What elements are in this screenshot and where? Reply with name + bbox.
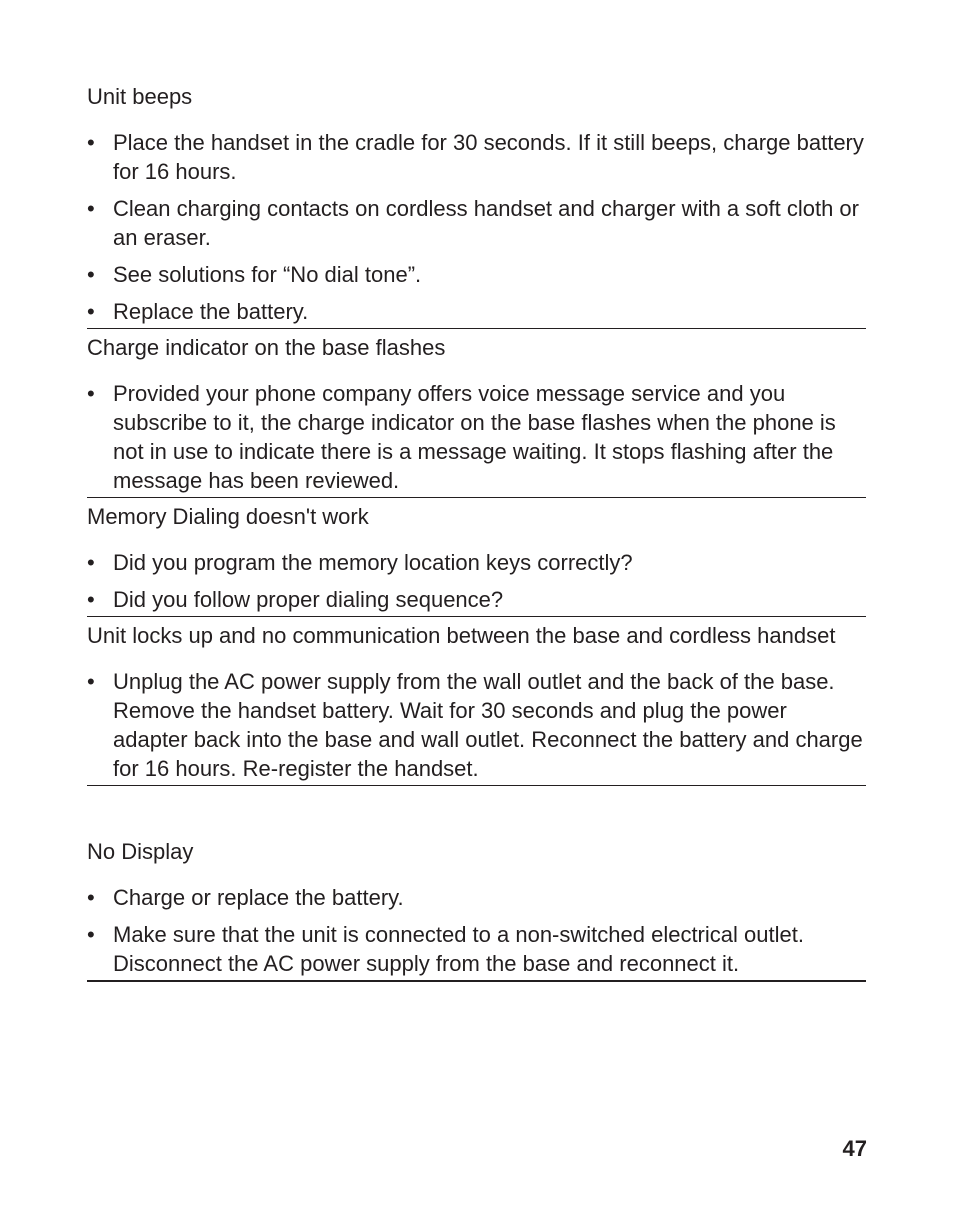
section-unit-beeps (87, 82, 866, 329)
section-heading: Unit beeps (87, 84, 193, 109)
bullet-icon: • (87, 587, 95, 612)
bullet-list (87, 379, 866, 495)
bullet-icon: • (87, 196, 95, 221)
section-heading: Memory Dialing doesn't work (87, 504, 369, 529)
list-item (87, 260, 866, 289)
section-unit-locks-up (87, 617, 866, 786)
bullet-icon: • (87, 922, 95, 947)
list-item (87, 379, 866, 495)
list-item-text: Charge or replace the battery. (113, 885, 404, 910)
bullet-list (87, 128, 866, 326)
section-heading: Unit locks up and no communication between the base and cordless handset (87, 623, 836, 648)
bullet-icon: • (87, 130, 95, 155)
list-item-text: Place the handset in the cradle for 30 seconds. If it still beeps, charge battery for 16 hours. (113, 130, 864, 184)
bullet-icon: • (87, 669, 95, 694)
section-charge-indicator (87, 329, 866, 498)
section-memory-dialing (87, 498, 866, 617)
bullet-icon: • (87, 299, 95, 324)
section-heading: No Display (87, 839, 194, 864)
list-item (87, 920, 866, 978)
list-item-text: Make sure that the unit is connected to a non-switched electrical outlet. Disconnect the AC power supply from the base and reconnect it. (113, 922, 804, 976)
list-item-text: Provided your phone company offers voice message service and you subscribe to it, the charge indicator on the base flashes when the phone is not in use to indicate there is a message waiting. It stops flashing after the message has been reviewed. (113, 381, 836, 493)
list-item (87, 128, 866, 186)
bullet-icon: • (87, 262, 95, 287)
list-item (87, 548, 866, 577)
list-item (87, 194, 866, 252)
bullet-icon: • (87, 550, 95, 575)
section-heading: Charge indicator on the base flashes (87, 335, 446, 360)
troubleshooting-page (87, 82, 866, 982)
bullet-icon: • (87, 381, 95, 406)
list-item-text: Did you program the memory location keys correctly? (113, 550, 633, 575)
bullet-list (87, 667, 866, 783)
list-item (87, 883, 866, 912)
list-item-text: Clean charging contacts on cordless handset and charger with a soft cloth or an eraser. (113, 196, 859, 250)
bullet-list (87, 548, 866, 614)
list-item (87, 667, 866, 783)
list-item (87, 585, 866, 614)
bullet-icon: • (87, 885, 95, 910)
list-item-text: Unplug the AC power supply from the wall outlet and the back of the base. Remove the handset battery. Wait for 30 seconds and plug the power adapter back into the base and wall outlet. Reconnect the battery and charge for 16 hours. Re-register the handset. (113, 669, 863, 781)
section-no-display (87, 833, 866, 982)
bullet-list (87, 883, 866, 978)
list-item-text: See solutions for “No dial tone”. (113, 262, 422, 287)
page-number: 47 (842, 1136, 867, 1161)
list-item-text: Replace the battery. (113, 299, 309, 324)
list-item (87, 297, 866, 326)
list-item-text: Did you follow proper dialing sequence? (113, 587, 504, 612)
